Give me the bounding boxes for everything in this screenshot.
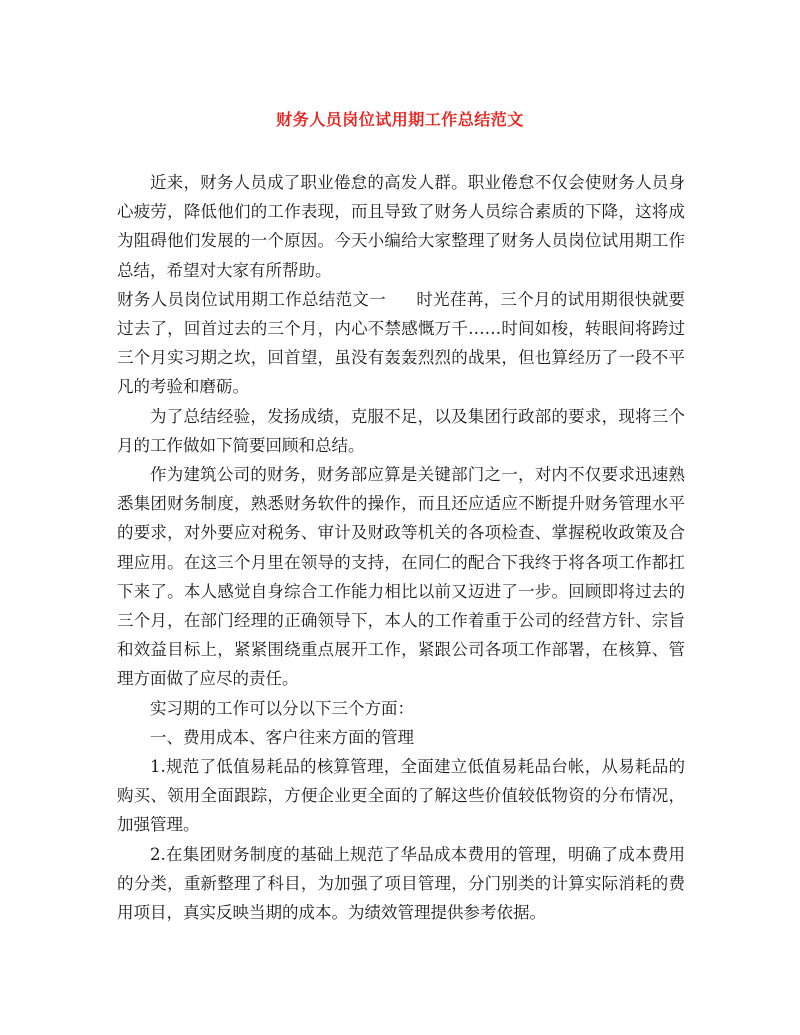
paragraph-aspects-intro: 实习期的工作可以分以下三个方面：	[150, 698, 414, 718]
list-item-one: 1.规范了低值易耗品的核算管理，全面建立低值易耗品台帐，从易耗品的购买、领用全面跟踪，方便企业更全面的了解这些价值较低物资的分布情况，加强管理。	[117, 757, 685, 835]
paragraph-example-one	[117, 285, 685, 402]
document-body	[117, 168, 685, 927]
example-one-heading: 财务人员岗位试用期工作总结范文一	[117, 289, 386, 309]
document-title: 财务人员岗位试用期工作总结范文	[276, 110, 524, 129]
example-one-opening: 时光荏苒，三个月的试用期很快就要过去了，回首过去的三个月，内心不禁感慨万千……时间如梭，转眼间将跨过三个月实习期之坎，回首望，虽没有轰轰烈烈的战果，但也算经历了一段不平凡的考验和磨砺。	[117, 289, 685, 397]
section-one-heading: 一、费用成本、客户往来方面的管理	[150, 727, 414, 747]
paragraph-role-description: 作为建筑公司的财务，财务部应算是关键部门之一，对内不仅要求迅速熟悉集团财务制度，熟悉财务软件的操作，而且还应适应不断提升财务管理水平的要求，对外要应对税务、审计及财政等机关的各项检查、掌握税收政策及合理应用。在这三个月里在领导的支持，在同仁的配合下我终于将各项工作都扛下来了。本人感觉自身综合工作能力相比以前又迈进了一步。回顾即将过去的三个月，在部门经理的正确领导下，本人的工作着重于公司的经营方针、宗旨和效益目标上，紧紧围绕重点展开工作，紧跟公司各项工作部署，在核算、管理方面做了应尽的责任。	[117, 465, 685, 689]
list-item-two: 2.在集团财务制度的基础上规范了华品成本费用的管理，明确了成本费用的分类，重新整理了科目，为加强了项目管理，分门别类的计算实际消耗的费用项目，真实反映当期的成本。为绩效管理提供参考依据。	[117, 844, 685, 923]
paragraph-intro: 近来，财务人员成了职业倦怠的高发人群。职业倦怠不仅会使财务人员身心疲劳，降低他们的工作表现，而且导致了财务人员综合素质的下降，这将成为阻碍他们发展的一个原因。今天小编给大家整理了财务人员岗位试用期工作总结，希望对大家有所帮助。	[117, 173, 685, 280]
paragraph-summary-purpose: 为了总结经验，发扬成绩，克服不足，以及集团行政部的要求，现将三个月的工作做如下简要回顾和总结。	[117, 406, 685, 455]
